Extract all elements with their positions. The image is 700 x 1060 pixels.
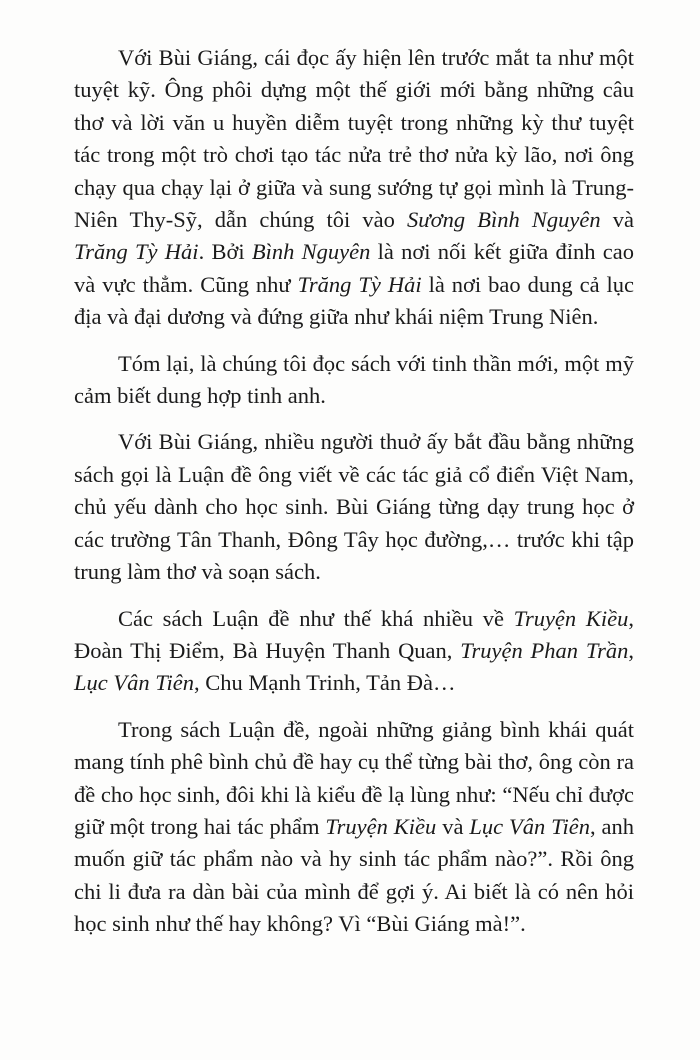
text-segment: là nơi bao dung cả lục địa và đại dương và đứng giữa như khái niệm Trung Niên.: [74, 271, 635, 330]
text-segment: Với Bùi Giáng, cái đọc ấy hiện lên trước mắt ta như một tuyệt kỹ. Ông phôi dựng một thế giới mới bằng những câu thơ và lời văn u huyền diễm tuyệt trong những kỳ thư tuyệt tác trong một trò chơi tạo tác nửa trẻ thơ nửa kỳ lão, nơi ông chạy qua chạy lại ở giữa và sung sướng tự gọi mình là Trung-Niên Thy-Sỹ, dẫn chúng tôi vào: [74, 45, 634, 233]
text-segment: Với Bùi Giáng, nhiều người thuở ấy bắt đầu bằng những sách gọi là Luận đề ông viết về các tác giả cổ điển Việt Nam, chủ yếu dành cho học sinh. Bùi Giáng từng dạy trung học ở các trường Tân Thanh, Đông Tây học đường,… trước khi tập trung làm thơ và soạn sách.: [74, 429, 634, 585]
italic-term-binh-nguyen: Bình Nguyên: [251, 239, 371, 265]
italic-title-luc-van-tien: Lục Vân Tiên: [74, 670, 195, 696]
italic-title-trang-ty-hai: Trăng Tỳ Hải: [74, 239, 199, 265]
italic-title-suong-binh-nguyen: Sương Bình Nguyên: [407, 207, 601, 233]
italic-title-trang-ty-hai: Trăng Tỳ Hải: [297, 271, 422, 297]
paragraph-2: [74, 348, 634, 413]
text-segment: Trong sách Luận đề, ngoài những giảng bình khái quát mang tính phê bình chủ đề hay cụ thể từng bài thơ, ông còn ra đề cho học sinh, đôi khi là kiểu đề lạ lùng như: “Nếu chỉ được giữ một trong hai tác phẩm: [74, 716, 634, 839]
text-segment: , anh muốn giữ tác phẩm nào và hy sinh tác phẩm nào?”. Rồi ông chi li đưa ra dàn bài của mình để gợi ý. Ai biết là có nên hỏi học sinh như thế hay không? Vì “Bùi Giáng mà!”.: [74, 813, 634, 937]
text-segment: Các sách Luận đề như thế khá nhiều về: [118, 605, 514, 631]
page-body-text: [74, 42, 634, 955]
italic-title-truyen-kieu: Truyện Kiều: [513, 605, 629, 631]
italic-title-luc-van-tien: Lục Vân Tiên: [469, 813, 590, 839]
text-segment: và: [436, 813, 470, 839]
text-segment: , Chu Mạnh Trinh, Tản Đà…: [194, 670, 456, 696]
paragraph-5: [74, 714, 634, 941]
text-segment: Tóm lại, là chúng tôi đọc sách với tinh thần mới, một mỹ cảm biết dung hợp tinh anh.: [74, 350, 634, 409]
text-segment: , Đoàn Thị Điểm, Bà Huyện Thanh Quan,: [74, 605, 634, 663]
text-segment: là nơi nối kết giữa đỉnh cao và vực thẳm. Cũng như: [74, 239, 634, 297]
paragraph-1: [74, 42, 634, 334]
italic-title-truyen-kieu: Truyện Kiều: [325, 813, 437, 839]
paragraph-3: [74, 426, 634, 588]
text-segment: và: [600, 207, 634, 233]
text-segment: . Bởi: [198, 239, 252, 265]
paragraph-4: [74, 603, 634, 700]
text-segment: ,: [628, 637, 634, 663]
italic-title-truyen-phan-tran: Truyện Phan Trần: [460, 637, 629, 663]
